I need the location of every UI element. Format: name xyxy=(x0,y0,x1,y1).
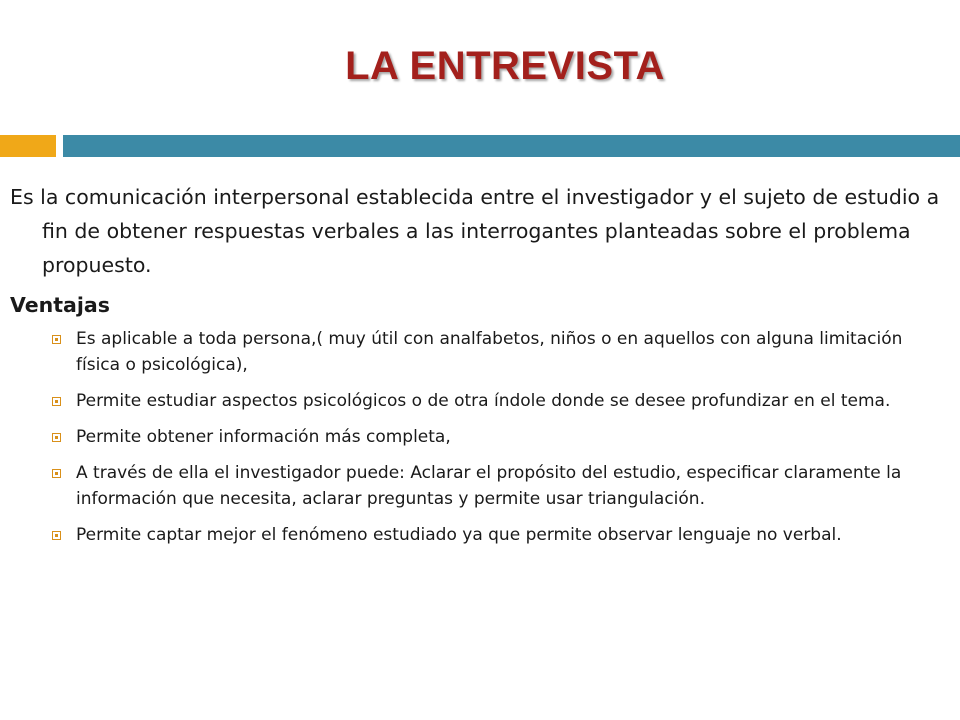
square-bullet-icon xyxy=(52,397,61,406)
section-heading: Ventajas xyxy=(10,293,110,317)
list-item xyxy=(52,522,945,548)
list-item xyxy=(52,424,945,450)
square-bullet-icon xyxy=(52,469,61,478)
list-item-text: Permite captar mejor el fenómeno estudiado ya que permite observar lenguaje no verbal. xyxy=(76,525,842,545)
slide-content xyxy=(10,180,945,558)
list-item-text: Es aplicable a toda persona,( muy útil con analfabetos, niños o en aquellos con alguna limitación física o psicológica), xyxy=(76,329,903,375)
list-item-text: Permite obtener información más completa, xyxy=(76,427,451,447)
advantages-list xyxy=(10,326,945,548)
list-item-text: A través de ella el investigador puede: Aclarar el propósito del estudio, especificar claramente la información que necesita, aclarar preguntas y permite usar triangulación. xyxy=(76,463,902,509)
square-bullet-icon xyxy=(52,335,61,344)
list-item xyxy=(52,388,945,414)
accent-bar-left xyxy=(0,135,56,157)
square-bullet-icon xyxy=(52,531,61,540)
intro-paragraph: Es la comunicación interpersonal establecida entre el investigador y el sujeto de estudio a fin de obtener respuestas verbales a las interrogantes planteadas sobre el problema propuesto. xyxy=(10,185,940,277)
list-item xyxy=(52,460,945,512)
accent-bar-right xyxy=(63,135,960,157)
square-bullet-icon xyxy=(52,433,61,442)
list-item-text: Permite estudiar aspectos psicológicos o de otra índole donde se desee profundizar en el tema. xyxy=(76,391,891,411)
slide-title: LA ENTREVISTA xyxy=(345,44,665,88)
list-item xyxy=(52,326,945,378)
